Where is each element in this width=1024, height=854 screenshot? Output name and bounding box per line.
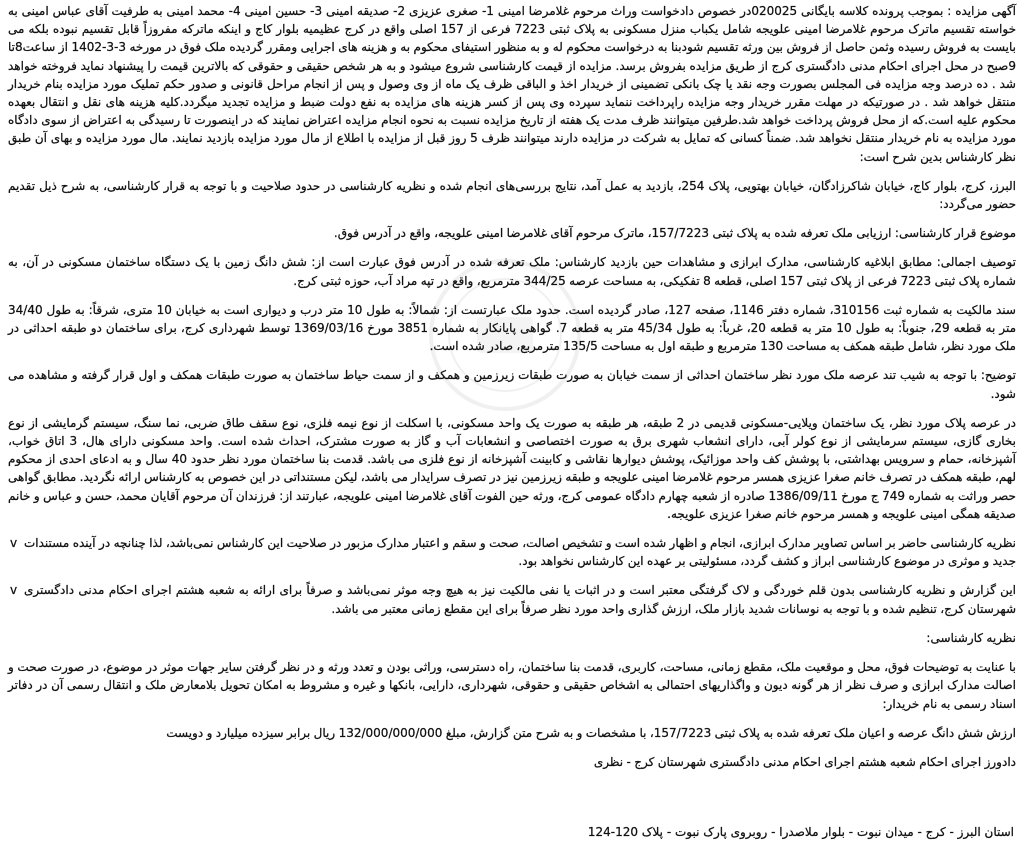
margin-mark: v: [10, 583, 18, 598]
brief-description: توصیف اجمالی: مطابق ابلاغیه کارشناسی، مدارک ابرازی و مشاهدات حین بازدید کارشناس: ملک تعرفه شده در آدرس فوق عبارت است از: شش دانگ زمین با یک دستگاه ساختمان مسکونی در آن، به شماره پلاک ثبتی 7223 فرعی از پلاک ثبتی 157 اصلی، قطعه 8 تفکیکی، به مساحت عرصه 344/25 مترمربع، واقع در تپه مراد آب، حوزه ثبتی کرج.: [8, 255, 1016, 288]
margin-mark: v: [10, 536, 18, 551]
expert-disclaimer-text: نظریه کارشناسی حاضر بر اساس تصاویر مدارک ابرازی، انجام و اظهار شده است و تشخیص اصالت، صحت و سقم و اعتبار مدارک مزبور در صلاحیت این کارشناس نمی‌باشد، لذا چنانچه در آینده مستندات جدید و موثری در موضوع کارشناسی ابراز و کشف گردد، مسئولیتی بر عهده این کارشناس نخواهد بود.: [24, 536, 1016, 569]
auction-notice-intro: آگهی مزایده : بموجب پرونده کلاسه بایگانی 020025در خصوص دادخواست وراث مرحوم غلامرضا امینی 1- صغری عزیزی 2- صدیقه امینی 3- حسین امینی 4- محمد امینی به طرفیت آقای عباس امینی به خواسته تقسیم ماترک مرحوم غلامرضا امینی علویجه شامل یکباب منزل مسکونی به پلاک ثبتی 7223 فرعی از 157 اصلی واقع در کرج عظیمیه بلوار کاج و اینکه ماترکه مفروزاً قابل تقسیم نبوده بلکه می بایست به فروش رسیده وثمن حاصل از فروش بین ورثه تقسیم شودبنا به درخواست محکوم له و به منظور استیفای محکوم به و هزینه های اجرایی ومقرر گردیده ملک فوق در مورخه 3-3-1402 از ساعت8تا 9صبح در محل اجرای احکام مدنی دادگستری کرج از طریق مزایده بفروش برسد. مزایده از قیمت کارشناسی شروع میشود و به هر شخص حقیقی و حقوقی که بالاترین قیمت را پیشنهاد نماید فروخته خواهد شد . ده درصد وجه مزایده فی المجلس بصورت وجه نقد یا چک بانکی تضمینی از خریدار اخذ و الباقی ظرف یک ماه از وی وصول و پس از انجام مراحل قانونی و صدور حکم تملیک مورد مزایده بنام خریدار منتقل خواهد شد . در صورتیکه در مهلت مقرر خریدار وجه مزایده راپرداخت ننماید سپرده وی پس از کسر هزینه های مزایده به نفع دولت ضبط و مزایده تجدید میگردد.کلیه هزینه های نقل و انتقال بعهده محکوم علیه است.که از محل فروش پرداخت خواهد شد.طرفین میتوانند ظرف مدت یک هفته از تاریخ مزایده نسبت به نحوه انجام مزایده اعتراض نمایند که در اینصورت تا رسیدگی به اعتراض از سوی دادگاه مورد مزایده به نام خریدار منتقل نخواهد شد. ضمناً کسانی که تمایل به شرکت در مزایده دارند میتوانند ظرف 5 روز قبل از مزایده با اطلاع از مال مورد مزایده بازدید نمایند. مال مورد مزایده و بهای آن طبق نظر کارشناس بدین شرح است:: [8, 4, 1017, 164]
document-body: [8, 2, 1016, 782]
inspection-address-paragraph: البرز، کرج، بلوار کاج، خیابان شاکرزادگان، خیابان بهتویی، پلاک 254، بازدید به عمل آمد، نتایج بررسی‌های انجام شده و نظریه کارشناسی در حدود صلاحیت و با توجه به قرار کارشناسی، به شرح ذیل تقدیم حضور می‌گردد:: [8, 178, 1016, 212]
building-description: در عرصه پلاک مورد نظر، یک ساختمان ویلایی-مسکونی قدیمی در 2 طبقه، هر طبقه به صورت یک واحد مسکونی، با اسکلت از نوع نیمه فلزی، نوع سقف طاق ضربی، نما سنگ، سیستم گرمایشی از نوع بخاری گازی، سیستم سرمایشی از نوع کولر آبی، دارای انشعاب شهری برق به صورت اختصاصی و انشعابات آب و گاز به صورت مشترک، احداث شده است. واحد مسکونی دارای هال، 3 اتاق خواب، آشپزخانه، حمام و سرویس بهداشتی، با پوشش کف واحد موزائیک، پوشش دیوارها نقاشی و کابینت آشپزخانه از نوع فلزی می باشد. قدمت بنا ساختمان مورد نظر حدود 40 سال و به ادعای احدی از محکوم لهم، طبقه همکف در تصرف خانم صغرا عزیزی همسر مرحوم غلامرضا امینی علویجه و طبقه زیرزمین نیز در تصرف سرایدار می باشد، لیکن مستنداتی در این خصوص به کارشناس ارائه نگردید. مطابق گواهی حصر وراثت به شماره 749 ج مورخ 1386/09/11 صادره از شعبه چهارم دادگاه عمومی کرج، ورثه حین الفوت آقای غلامرضا امینی علویجه، عبارتند از: فرزندان آن مرحوم آقایان محمد، حسن و عباس و خانم صدیقه همگی امینی علویجه و همسر مرحوم خانم صغرا عزیزی علویجه.: [7, 415, 1017, 521]
expert-opinion-heading: نظریه کارشناسی:: [926, 630, 1016, 645]
office-address: استان البرز - کرج - میدان نبوت - بلوار ملاصدرا - روبروی پارک نبوت - پلاک 120-124: [587, 825, 1014, 839]
valuation-amount: ارزش شش دانگ عرصه و اعیان ملک تعرفه شده به پلاک ثبتی 157/7223، با مشخصات و به شرح متن گزارش، مبلغ 132/000/000/000 ریال برابر سیزده میلیارد و دویست: [166, 725, 1016, 740]
valuation-conditions: با عنایت به توضیحات فوق، محل و موقعیت ملک، مقطع زمانی، مساحت، کاربری، قدمت بنا ساختمان، راه دسترسی، وراثی بودن و تعدد ورثه و در نظر گرفتن سایر جهات موثر در موضوع، در صورت صحت و اصالت مدارک ابرازی و صرف نظر از هر گونه دیون و واگذاریهای احتمالی به اشخاص حقیقی و حقوقی، شهرداری، دارایی، بانکها و غیره و مشروط به امکان تحویل بلامعارض ملک و انتقال رسمی آن در دفاتر اسناد رسمی به نام خریدار:: [8, 660, 1016, 711]
slope-explanation: توضیح: با توجه به شیب تند عرصه ملک مورد نظر ساختمان احداثی از سمت خیابان به صورت طبقات زیرزمین و همکف و از سمت حیاط ساختمان به صورت طبقات همکف و اول قرار گرفته و مشاهده می شود.: [8, 368, 1016, 401]
report-validity: [8, 581, 1016, 617]
title-deed-boundaries: سند مالکیت به شماره ثبت 310156، شماره دفتر 1146، صفحه 127، صادر گردیده است. حدود ملک عبارتست از: شمالاً: به طول 10 متر درب و دیواری است به خیابان 10 متری، شرقاً: به طول 34/40 متر به قطعه 29، جنوباً: به طول 10 متر به قطعه 20، غرباً: به طول 45/34 متر به قطعه 7. گواهی پایانکار به شماره 3851 مورخ 1369/03/16 توسط شهرداری کرج، برای ساختمان دو طبقه احداثی در ملک مورد نظر، شامل طبقه همکف به مساحت 130 مترمربع و طبقه اول به مساحت 135/5 مترمربع، صادر شده است.: [8, 302, 1017, 354]
enforcement-officer-signature: دادورز اجرای احکام شعبه هشتم اجرای احکام مدنی دادگستری شهرستان کرج - نظری: [593, 754, 1016, 769]
expert-order-subject: موضوع قرار کارشناسی: ارزیابی ملک تعرفه شده به پلاک ثبتی 157/7223، ماترک مرحوم آقای غلامرضا امینی علویجه، واقع در آدرس فوق.: [333, 226, 1016, 241]
expert-disclaimer: [8, 534, 1016, 570]
report-validity-text: این گزارش و نظریه کارشناسی بدون قلم خوردگی و لاک گرفتگی معتبر است و در اثبات یا نفی مالکیت نیز به هیچ وجه موثر نمی‌باشد و صرفاً برای ارائه به شعبه هشتم اجرای احکام مدنی دادگستری شهرستان کرج، تنظیم شده و با توجه به نوسانات شدید بازار ملک، ارزش گذاری واحد مورد نظر صرفاً برای این مقطع زمانی معتبر می باشد.: [24, 583, 1016, 616]
